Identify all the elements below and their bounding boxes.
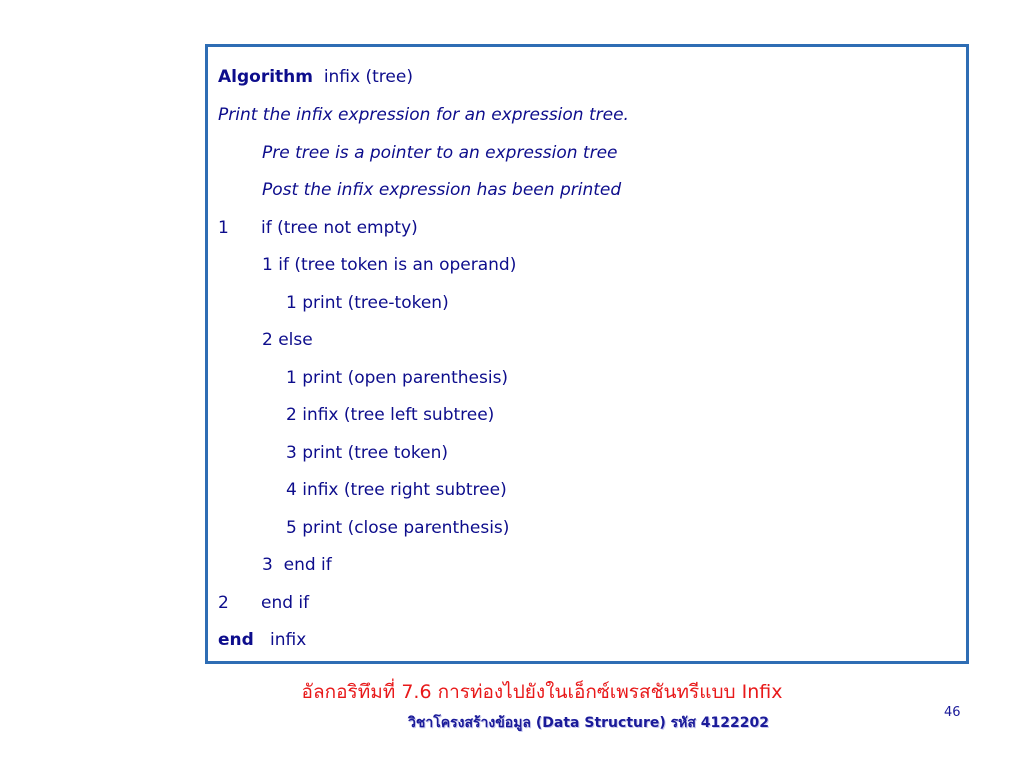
end-keyword: end bbox=[218, 630, 254, 650]
figure-caption: อัลกอริทึมที่ 7.6 การท่องไปยังในเอ็กซ์เพรสชันทรีแบบ Infix bbox=[301, 681, 783, 703]
algorithm-box bbox=[205, 44, 969, 664]
step-line bbox=[218, 218, 418, 238]
end-name: infix bbox=[270, 630, 307, 650]
step-line: 4 infix (tree right subtree) bbox=[286, 480, 507, 500]
algorithm-pre: Pre tree is a pointer to an expression tree bbox=[262, 143, 618, 163]
step-number: 2 bbox=[218, 593, 229, 613]
step-line: 3 end if bbox=[262, 555, 332, 575]
page-number: 46 bbox=[944, 705, 961, 720]
step-line: 1 print (tree-token) bbox=[286, 293, 449, 313]
algorithm-description: Print the infix expression for an expression tree. bbox=[218, 105, 629, 125]
algorithm-end bbox=[218, 630, 306, 650]
step-line: 1 if (tree token is an operand) bbox=[262, 255, 517, 275]
course-footer: วิชาโครงสร้างข้อมูล (Data Structure) รหัส 4122202 bbox=[408, 715, 769, 731]
step-line: 5 print (close parenthesis) bbox=[286, 518, 510, 538]
step-line: 2 infix (tree left subtree) bbox=[286, 405, 495, 425]
step-text: end if bbox=[261, 593, 310, 613]
step-number: 1 bbox=[218, 218, 229, 238]
step-line: 1 print (open parenthesis) bbox=[286, 368, 509, 388]
step-text: if (tree not empty) bbox=[261, 218, 418, 238]
step-line bbox=[218, 593, 309, 613]
algorithm-keyword: Algorithm bbox=[218, 67, 313, 87]
algorithm-post: Post the infix expression has been printed bbox=[262, 180, 622, 200]
algorithm-header bbox=[218, 67, 413, 87]
algorithm-name: infix (tree) bbox=[323, 67, 413, 87]
step-line: 3 print (tree token) bbox=[286, 443, 448, 463]
step-line: 2 else bbox=[262, 330, 313, 350]
